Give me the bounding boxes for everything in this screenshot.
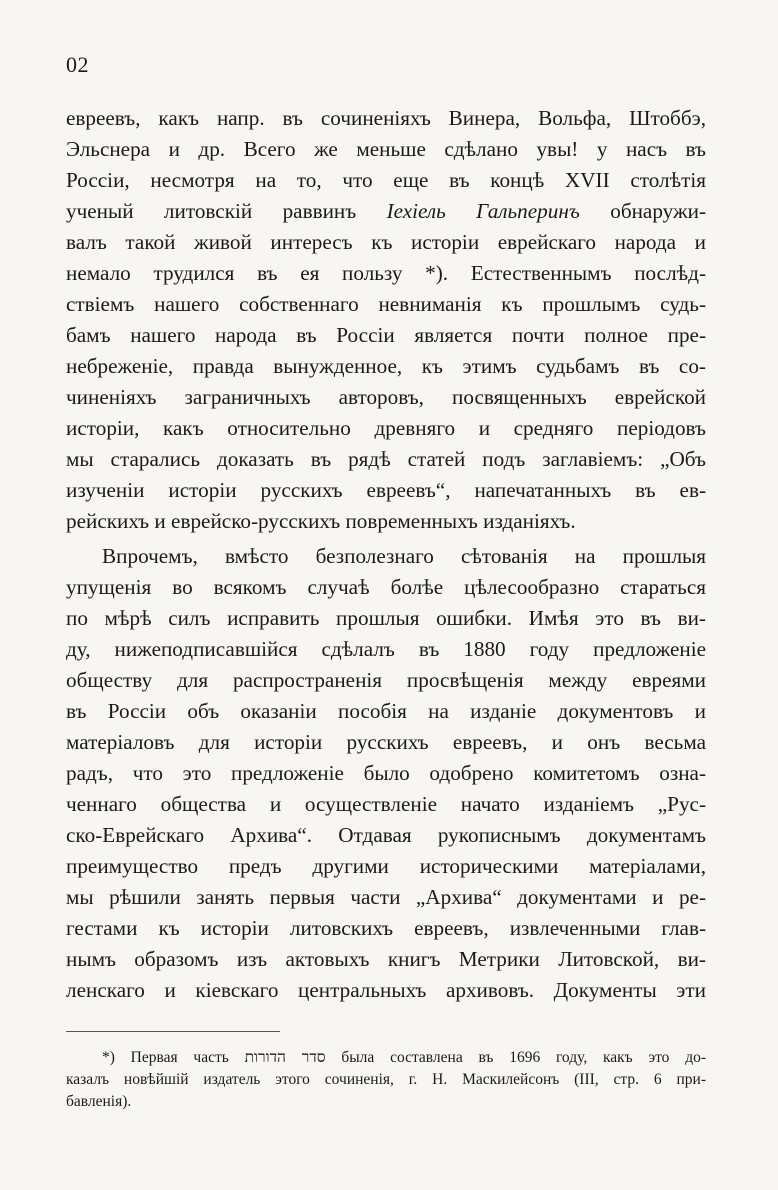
text-line: Россіи, несмотря на то, что еще въ концѣ XVII столѣтія xyxy=(66,168,706,192)
text-line: по мѣрѣ силъ исправить прошлыя ошибки. Имѣя это въ ви- xyxy=(66,606,706,630)
text-line: небреженіе, правда вынужденное, къ этимъ судьбамъ въ со- xyxy=(66,354,706,378)
footnote-divider xyxy=(66,1031,280,1032)
text-line: матеріаловъ для исторіи русскихъ евреевъ, и онъ весьма xyxy=(66,730,706,754)
text-line: ду, нижеподписавшійся сдѣлалъ въ 1880 году предложеніе xyxy=(66,637,706,661)
text-line: евреевъ, какъ напр. въ сочиненіяхъ Винера, Вольфа, Штоббэ, xyxy=(66,106,706,130)
main-text xyxy=(66,103,706,1006)
text-line: бамъ нашего народа въ Россіи является почти полное пре- xyxy=(66,323,706,347)
footnote-line: казалъ новѣйшій издатель этого сочиненія, г. Н. Маскилейсонъ (III, стр. 6 при- xyxy=(66,1071,706,1088)
text-line: ленскаго и кіевскаго центральныхъ архивовъ. Документы эти xyxy=(66,978,706,1002)
text-line: Впрочемъ, вмѣсто безполезнаго сѣтованія на прошлыя xyxy=(102,544,706,568)
footnote xyxy=(66,1047,706,1113)
footnote-line: *) Первая часть סדר הדורות была составлена въ 1696 году, какъ это до- xyxy=(102,1049,706,1066)
text-segment: обнаружи- xyxy=(579,199,706,223)
text-line: упущенія во всякомъ случаѣ болѣе цѣлесообразно стараться xyxy=(66,575,706,599)
text-line: преимущество предъ другими историческими матеріалами, xyxy=(66,854,706,878)
text-line: гестами къ исторіи литовскихъ евреевъ, извлеченными глав- xyxy=(66,916,706,940)
text-line: нымъ образомъ изъ актовыхъ книгъ Метрики Литовской, ви- xyxy=(66,947,706,971)
text-line: ченнаго общества и осуществленіе начато изданіемъ „Рус- xyxy=(66,792,706,816)
text-line: рейскихъ и еврейско-русскихъ повременныхъ изданіяхъ. xyxy=(66,509,576,533)
text-line: ско-Еврейскаго Архива“. Отдавая рукописнымъ документамъ xyxy=(66,823,706,847)
person-name: Іехіель Гальперинъ xyxy=(386,199,580,223)
text-line: изученіи исторіи русскихъ евреевъ“, напечатанныхъ въ ев- xyxy=(66,478,706,502)
text-line: радъ, что это предложеніе было одобрено комитетомъ озна- xyxy=(66,761,706,785)
page-number: 02 xyxy=(66,52,89,77)
text-line xyxy=(66,196,706,227)
text-segment: ученый литовскій раввинъ xyxy=(66,199,387,223)
text-line: исторіи, какъ относительно древняго и средняго періодовъ xyxy=(66,416,706,440)
text-line: немало трудился въ ея пользу *). Естественнымъ послѣд- xyxy=(66,261,706,285)
text-line: въ Россіи объ оказаніи пособія на изданіе документовъ и xyxy=(66,699,706,723)
text-line: мы старались доказать въ рядѣ статей подъ заглавіемъ: „Объ xyxy=(66,447,706,471)
text-line: ствіемъ нашего собственнаго невниманія къ прошлымъ судь- xyxy=(66,292,706,316)
text-line: чиненіяхъ заграничныхъ авторовъ, посвященныхъ еврейской xyxy=(66,385,706,409)
text-line: валъ такой живой интересъ къ исторіи еврейскаго народа и xyxy=(66,230,706,254)
text-line: обществу для распространенія просвѣщенія между евреями xyxy=(66,668,706,692)
text-line: мы рѣшили занять первыя части „Архива“ документами и ре- xyxy=(66,885,706,909)
footnote-line: бавленія). xyxy=(66,1093,132,1110)
text-line: Эльснера и др. Всего же меньше сдѣлано увы! у насъ въ xyxy=(66,137,706,161)
